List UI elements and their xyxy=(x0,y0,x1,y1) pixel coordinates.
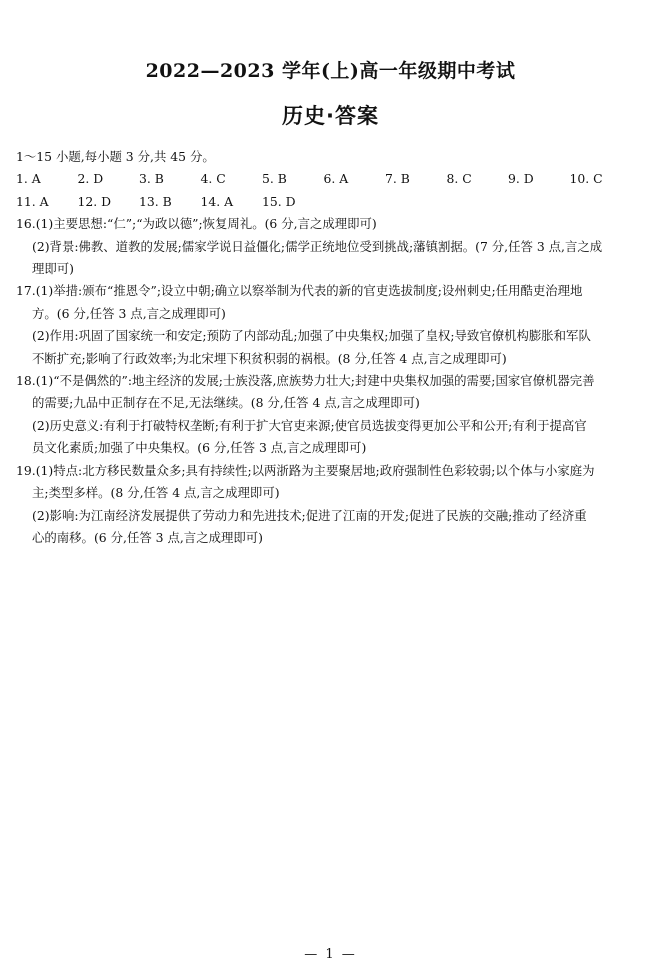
exam-title: 2022—2023 学年(上)高一年级期中考试 xyxy=(145,60,516,82)
answer-content xyxy=(16,146,646,549)
q17-part1-line1: 17.(1)举措:颁布“推恩令”;设立中朝;确立以察举制为代表的新的官吏选拔制度;设州刺史;任用酷吏治理地 xyxy=(16,283,583,299)
choice-answers-row-2 xyxy=(16,191,646,213)
choice-answers-row-1 xyxy=(16,168,646,190)
choice-answer: 3. B xyxy=(139,171,164,187)
choice-answer: 10. C xyxy=(569,171,603,187)
subject-title: 历史·答案 xyxy=(282,104,379,128)
choice-answer: 11. A xyxy=(16,193,49,209)
choice-answer: 4. C xyxy=(200,171,226,187)
q17-part1-line2: 方。(6 分,任答 3 点,言之成理即可) xyxy=(32,305,226,321)
choice-intro: 1～15 小题,每小题 3 分,共 45 分。 xyxy=(16,149,215,164)
q19-part2-line2: 心的南移。(6 分,任答 3 点,言之成理即可) xyxy=(32,529,263,545)
page-number: — 1 — xyxy=(304,947,357,962)
choice-answer: 13. B xyxy=(139,193,172,209)
choice-answer: 15. D xyxy=(262,193,296,209)
choice-answer: 1. A xyxy=(16,171,41,187)
choice-answer: 14. A xyxy=(200,193,234,209)
q19-part1-line2: 主;类型多样。(8 分,任答 4 点,言之成理即可) xyxy=(32,485,280,501)
q18-part2-line1: (2)历史意义:有利于打破特权垄断;有利于扩大官吏来源;使官员选拔变得更加公平和公开;有利于提高官 xyxy=(32,417,587,433)
choice-answer: 12. D xyxy=(77,193,112,209)
q18-part2-line2: 员文化素质;加强了中央集权。(6 分,任答 3 点,言之成理即可) xyxy=(32,440,367,456)
choice-answer: 9. D xyxy=(508,171,534,187)
q16-part2-line1: (2)背景:佛教、道教的发展;儒家学说日益僵化;儒学正统地位受到挑战;藩镇割据。(7 分,任答 3 点,言之成 xyxy=(32,238,603,254)
q18-part1-line2: 的需要;九品中正制存在不足,无法继续。(8 分,任答 4 点,言之成理即可) xyxy=(32,395,420,411)
choice-answer: 8. C xyxy=(446,171,472,187)
choice-answer: 7. B xyxy=(385,171,410,187)
q19-part2-line1: (2)影响:为江南经济发展提供了劳动力和先进技术;促进了江南的开发;促进了民族的交融;推动了经济重 xyxy=(32,507,587,523)
q17-part2-line2: 不断扩充;影响了行政效率;为北宋埋下积贫积弱的祸根。(8 分,任答 4 点,言之成理即可) xyxy=(32,350,507,366)
q18-part1-line1: 18.(1)“不是偶然的”:地主经济的发展;士族没落,庶族势力壮大;封建中央集权加强的需要;国家官僚机器完善 xyxy=(16,373,595,389)
q16-part2-line2: 理即可) xyxy=(32,261,75,277)
choice-answer: 6. A xyxy=(323,171,349,187)
choice-answer: 5. B xyxy=(262,171,287,187)
choice-answer: 2. D xyxy=(77,171,104,187)
cropped-header-mark xyxy=(284,38,376,44)
q19-part1-line1: 19.(1)特点:北方移民数量众多;具有持续性;以两浙路为主要聚居地;政府强制性色彩较弱;以个体与小家庭为 xyxy=(16,462,595,478)
q16-part1: 16.(1)主要思想:“仁”;“为政以德”;恢复周礼。(6 分,言之成理即可) xyxy=(16,216,377,232)
q17-part2-line1: (2)作用:巩固了国家统一和安定;预防了内部动乱;加强了中央集权;加强了皇权;导致官僚机构膨胀和军队 xyxy=(32,328,591,344)
